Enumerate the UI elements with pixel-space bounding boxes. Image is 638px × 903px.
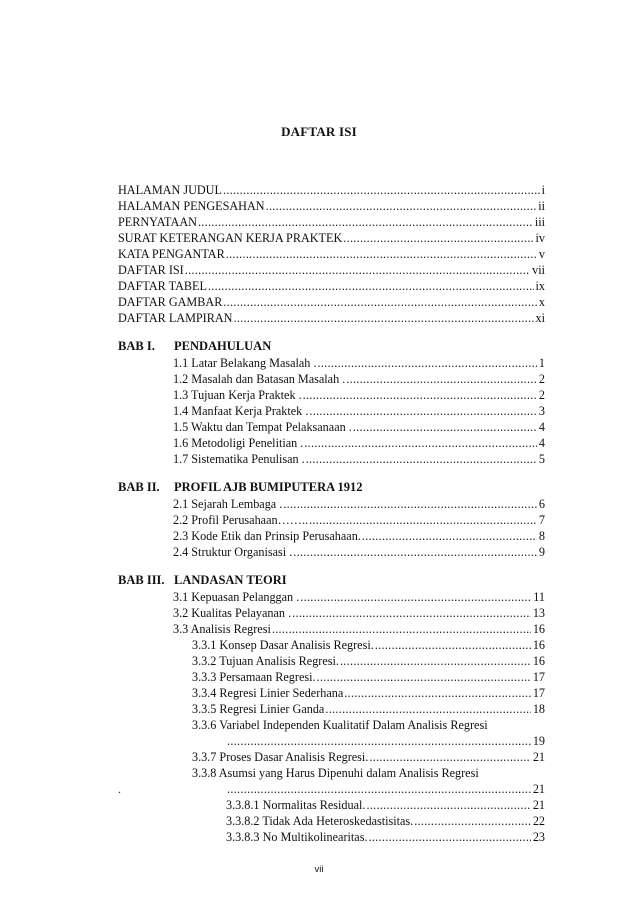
toc-entry-1-4: 1.4 Manfaat Kerja Praktek . ..... 3 <box>173 403 545 419</box>
toc-entry-1-5: 1.5 Waktu dan Tempat Pelaksanaan . ..... 4 <box>173 419 545 435</box>
toc-entry-halaman-judul: HALAMAN JUDUL ..... i <box>118 182 545 198</box>
toc-entry-1-7: 1.7 Sistematika Penulisan . ..... 5 <box>173 451 545 467</box>
toc-entry-daftar-lampiran: DAFTAR LAMPIRAN ..... xi <box>118 310 545 326</box>
toc-entry-1-6: 1.6 Metodoligi Penelitian . ..... 4 <box>173 435 545 451</box>
toc-entry-daftar-tabel: DAFTAR TABEL ..... ix <box>118 278 545 294</box>
page-number-footer: vii <box>314 864 324 875</box>
toc-entry-2-3: 2.3 Kode Etik dan Prinsip Perusahaan. ..... 8 <box>173 528 545 544</box>
toc-entry-daftar-gambar: DAFTAR GAMBAR ..... x <box>118 294 545 310</box>
toc-entry-3-3-1: 3.3.1 Konsep Dasar Analisis Regresi. ..... 16 <box>192 637 545 653</box>
toc-entry-pernyataan: PERNYATAAN ..... iii <box>118 214 545 230</box>
toc-entry-3-3-6-dots: ..... 19 <box>226 733 545 749</box>
chapter-heading-bab-3: BAB III. LANDASAN TEORI <box>118 573 287 587</box>
toc-entry-kata-pengantar: KATA PENGANTAR ..... v <box>118 246 545 262</box>
toc-entry-3-3-8-dots: ..... 21 <box>226 781 545 797</box>
toc-entry-3-3-8-1: 3.3.8.1 Normalitas Residual. ..... 21 <box>226 797 545 813</box>
toc-entry-3-3-8-3: 3.3.8.3 No Multikolinearitas. ..... 23 <box>226 829 545 845</box>
toc-entry-2-4: 2.4 Struktur Organisasi . ..... 9 <box>173 544 545 560</box>
stray-period: . <box>118 782 121 796</box>
toc-entry-3-3: 3.3 Analisis Regresi ..... 16 <box>173 621 545 637</box>
toc-entry-2-2: 2.2 Profil Perusahaan…….. ..... 7 <box>173 512 545 528</box>
toc-entry-3-3-3: 3.3.3 Persamaan Regresi. ..... 17 <box>192 669 545 685</box>
toc-entry-1-2: 1.2 Masalah dan Batasan Masalah . ..... 2 <box>173 371 545 387</box>
toc-entry-3-3-2: 3.3.2 Tujuan Analisis Regresi. ..... 16 <box>192 653 545 669</box>
chapter-heading-bab-1: BAB I. PENDAHULUAN <box>118 339 272 353</box>
toc-entry-3-3-4: 3.3.4 Regresi Linier Sederhana ..... 17 <box>192 685 545 701</box>
page-title: DAFTAR ISI <box>281 124 357 139</box>
toc-entry-halaman-pengesahan: HALAMAN PENGESAHAN ..... ii <box>118 198 545 214</box>
toc-entry-daftar-isi: DAFTAR ISI ..... vii <box>118 262 545 278</box>
toc-entry-3-3-5: 3.3.5 Regresi Linier Ganda ..... 18 <box>192 701 545 717</box>
toc-entry-3-2: 3.2 Kualitas Pelayanan . ..... 13 <box>173 605 545 621</box>
toc-entry-3-3-7: 3.3.7 Proses Dasar Analisis Regresi. ..... 21 <box>192 749 545 765</box>
toc-entry-surat-keterangan: SURAT KETERANGAN KERJA PRAKTEK ..... iv <box>118 230 545 246</box>
toc-entry-3-1: 3.1 Kepuasan Pelanggan . ..... 11 <box>173 589 545 605</box>
toc-entry-2-1: 2.1 Sejarah Lembaga . ..... 6 <box>173 496 545 512</box>
toc-entry-3-3-8-title: 3.3.8 Asumsi yang Harus Dipenuhi dalam Analisis Regresi <box>192 766 479 780</box>
toc-entry-3-3-6-title: 3.3.6 Variabel Independen Kualitatif Dalam Analisis Regresi <box>192 718 488 732</box>
toc-entry-3-3-8-2: 3.3.8.2 Tidak Ada Heteroskedastisitas. ..... 22 <box>226 813 545 829</box>
toc-entry-1-3: 1.3 Tujuan Kerja Praktek . ..... 2 <box>173 387 545 403</box>
toc-entry-1-1: 1.1 Latar Belakang Masalah . ..... 1 <box>173 355 545 371</box>
chapter-heading-bab-2: BAB II. PROFIL AJB BUMIPUTERA 1912 <box>118 480 363 494</box>
